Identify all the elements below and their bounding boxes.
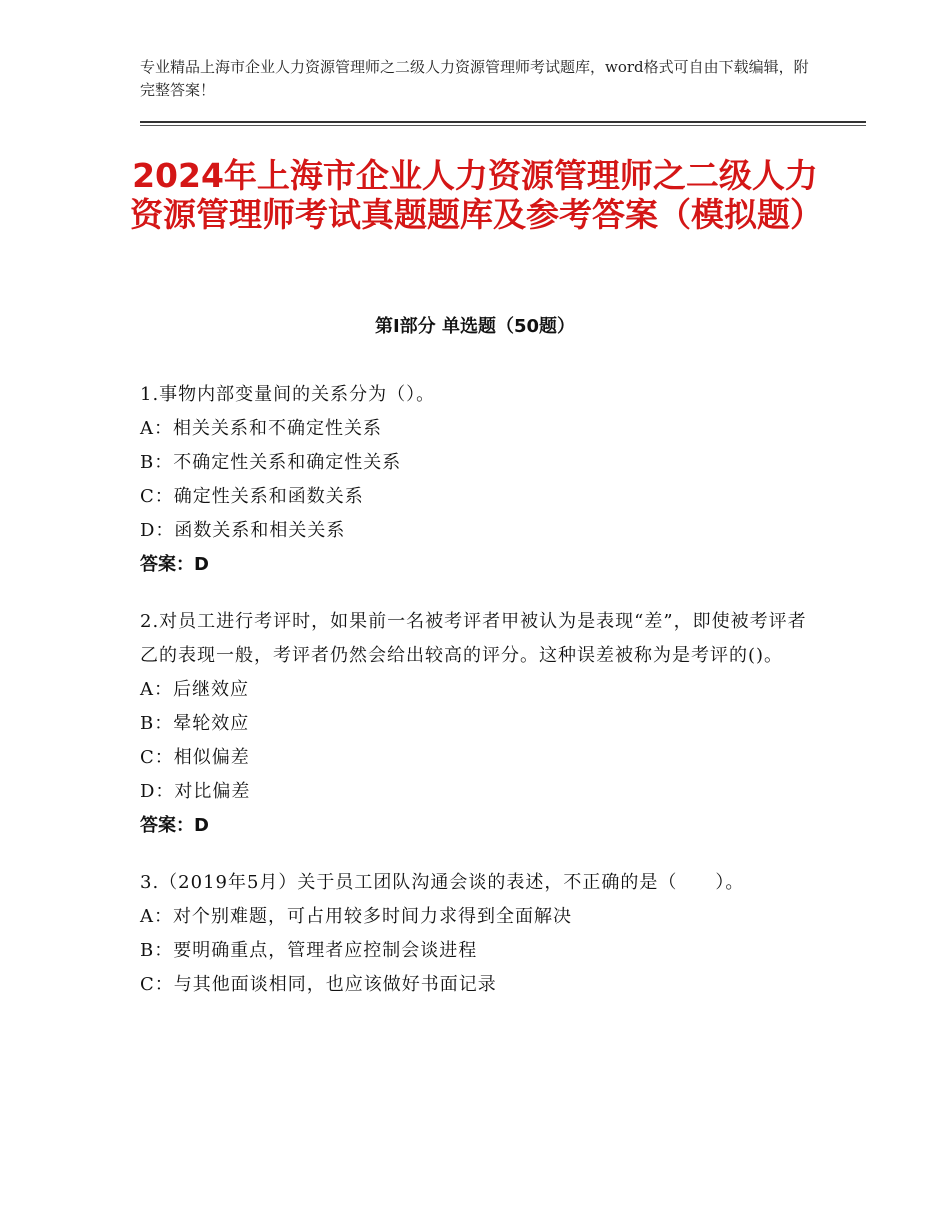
section-title: 第Ⅰ部分 单选题（50题） (374, 316, 575, 337)
option-b: B：不确定性关系和确定性关系 (140, 452, 402, 473)
question-stem: 3.（2019年5月）关于员工团队沟通会谈的表述，不正确的是（ ）。 (140, 872, 745, 893)
question-stem: 2.对员工进行考评时，如果前一名被考评者甲被认为是表现“差”，即使被考评者乙的表现一般，考评者仍然会给出较高的评分。这种误差被称为是考评的()。 (140, 611, 807, 666)
header-divider-thin (140, 125, 866, 126)
question-1 (140, 378, 810, 582)
answer-label: 答案：D (140, 554, 209, 575)
option-d: D：对比偏差 (140, 781, 251, 802)
option-b: B：要明确重点，管理者应控制会谈进程 (140, 940, 478, 961)
question-stem: 1.事物内部变量间的关系分为（）。 (140, 384, 436, 405)
option-a: A：对个别难题，可占用较多时间力求得到全面解决 (140, 906, 572, 927)
option-c: C：确定性关系和函数关系 (140, 486, 364, 507)
question-2 (140, 605, 810, 843)
option-c: C：与其他面谈相同，也应该做好书面记录 (140, 974, 497, 995)
header-note: 专业精品上海市企业人力资源管理师之二级人力资源管理师考试题库，word格式可自由下载编辑，附完整答案！ (140, 58, 809, 99)
option-c: C：相似偏差 (140, 747, 250, 768)
document-title: 2024年上海市企业人力资源管理师之二级人力资源管理师考试真题题库及参考答案（模拟题） (130, 156, 823, 234)
header-divider-thick (140, 121, 866, 123)
question-3 (140, 866, 810, 1002)
option-a: A：相关关系和不确定性关系 (140, 418, 382, 439)
question-list (140, 378, 810, 1025)
option-b: B：晕轮效应 (140, 713, 250, 734)
answer-label: 答案：D (140, 815, 209, 836)
option-d: D：函数关系和相关关系 (140, 520, 346, 541)
option-a: A：后继效应 (140, 679, 249, 700)
